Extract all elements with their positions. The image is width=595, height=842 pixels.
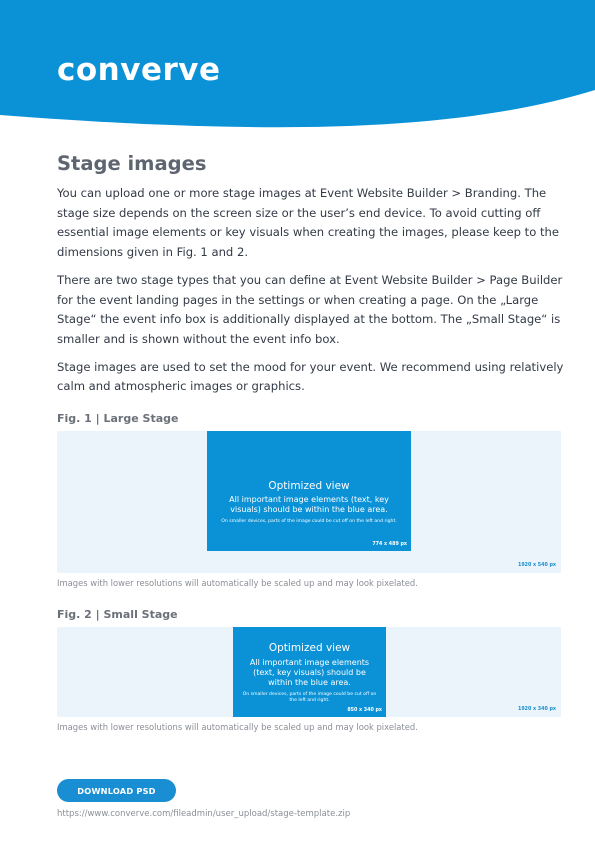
fig2-inner-dimensions: 850 x 340 px <box>347 708 382 713</box>
paragraph-stage-types: There are two stage types that you can define at Event Website Builder > Page Builder for the event landing pages in the settings or when creating a page. On the „Large Stage“ the event info box is additionally displayed at the bottom. The „Small Stage“ is smaller and is shown without the event info box. <box>57 272 563 346</box>
paragraph-mood: Stage images are used to set the mood for your event. We recommend using relatively calm and atmospheric images or graphics. <box>57 359 564 394</box>
fig1-label: Fig. 1 | Large Stage <box>57 412 179 425</box>
brand-logo: converve <box>57 52 221 88</box>
paragraph-upload-info: You can upload one or more stage images at Event Website Builder > Branding. The stage size depends on the screen size or the user’s end device. To avoid cutting off essential image elements or key visuals when creating the images, please keep to the dimensions given in Fig. 1 and 2. <box>57 186 560 260</box>
fig2-outer-dimensions: 1920 x 340 px <box>518 707 556 712</box>
fig2-resolution-note: Images with lower resolutions will automatically be scaled up and may look pixelated. <box>57 722 418 732</box>
fig2-label: Fig. 2 | Small Stage <box>57 608 178 621</box>
download-url-link[interactable]: https://www.converve.com/fileadmin/user_upload/stage-template.zip <box>57 809 351 819</box>
fig1-optimized-title: Optimized view <box>268 480 350 492</box>
fig2-optimized-area <box>233 627 386 717</box>
fig2-optimized-title: Optimized view <box>268 642 351 654</box>
section-title: Stage images <box>57 152 207 175</box>
fig1-optimized-text: All important image elements (text, key visuals) should be within the blue area. <box>229 495 389 514</box>
header-banner <box>0 0 595 135</box>
fig1-inner-dimensions: 774 x 489 px <box>372 542 407 547</box>
fig1-outer-dimensions: 1920 x 540 px <box>518 563 556 568</box>
fig1-optimized-area <box>207 431 411 551</box>
fig1-small-device-note: On smaller devices, parts of the image could be cut off on the left and right. <box>221 519 397 524</box>
download-psd-button[interactable]: DOWNLOAD PSD <box>57 779 176 802</box>
main-content <box>57 150 567 397</box>
fig2-small-device-note: On smaller devices, parts of the image could be cut off on the left and right. <box>242 692 377 703</box>
fig2-small-stage <box>57 627 561 717</box>
fig2-optimized-text: All important image elements (text, key visuals) should be within the blue area. <box>249 658 370 687</box>
fig1-large-stage <box>57 431 561 573</box>
fig1-resolution-note: Images with lower resolutions will automatically be scaled up and may look pixelated. <box>57 578 418 588</box>
